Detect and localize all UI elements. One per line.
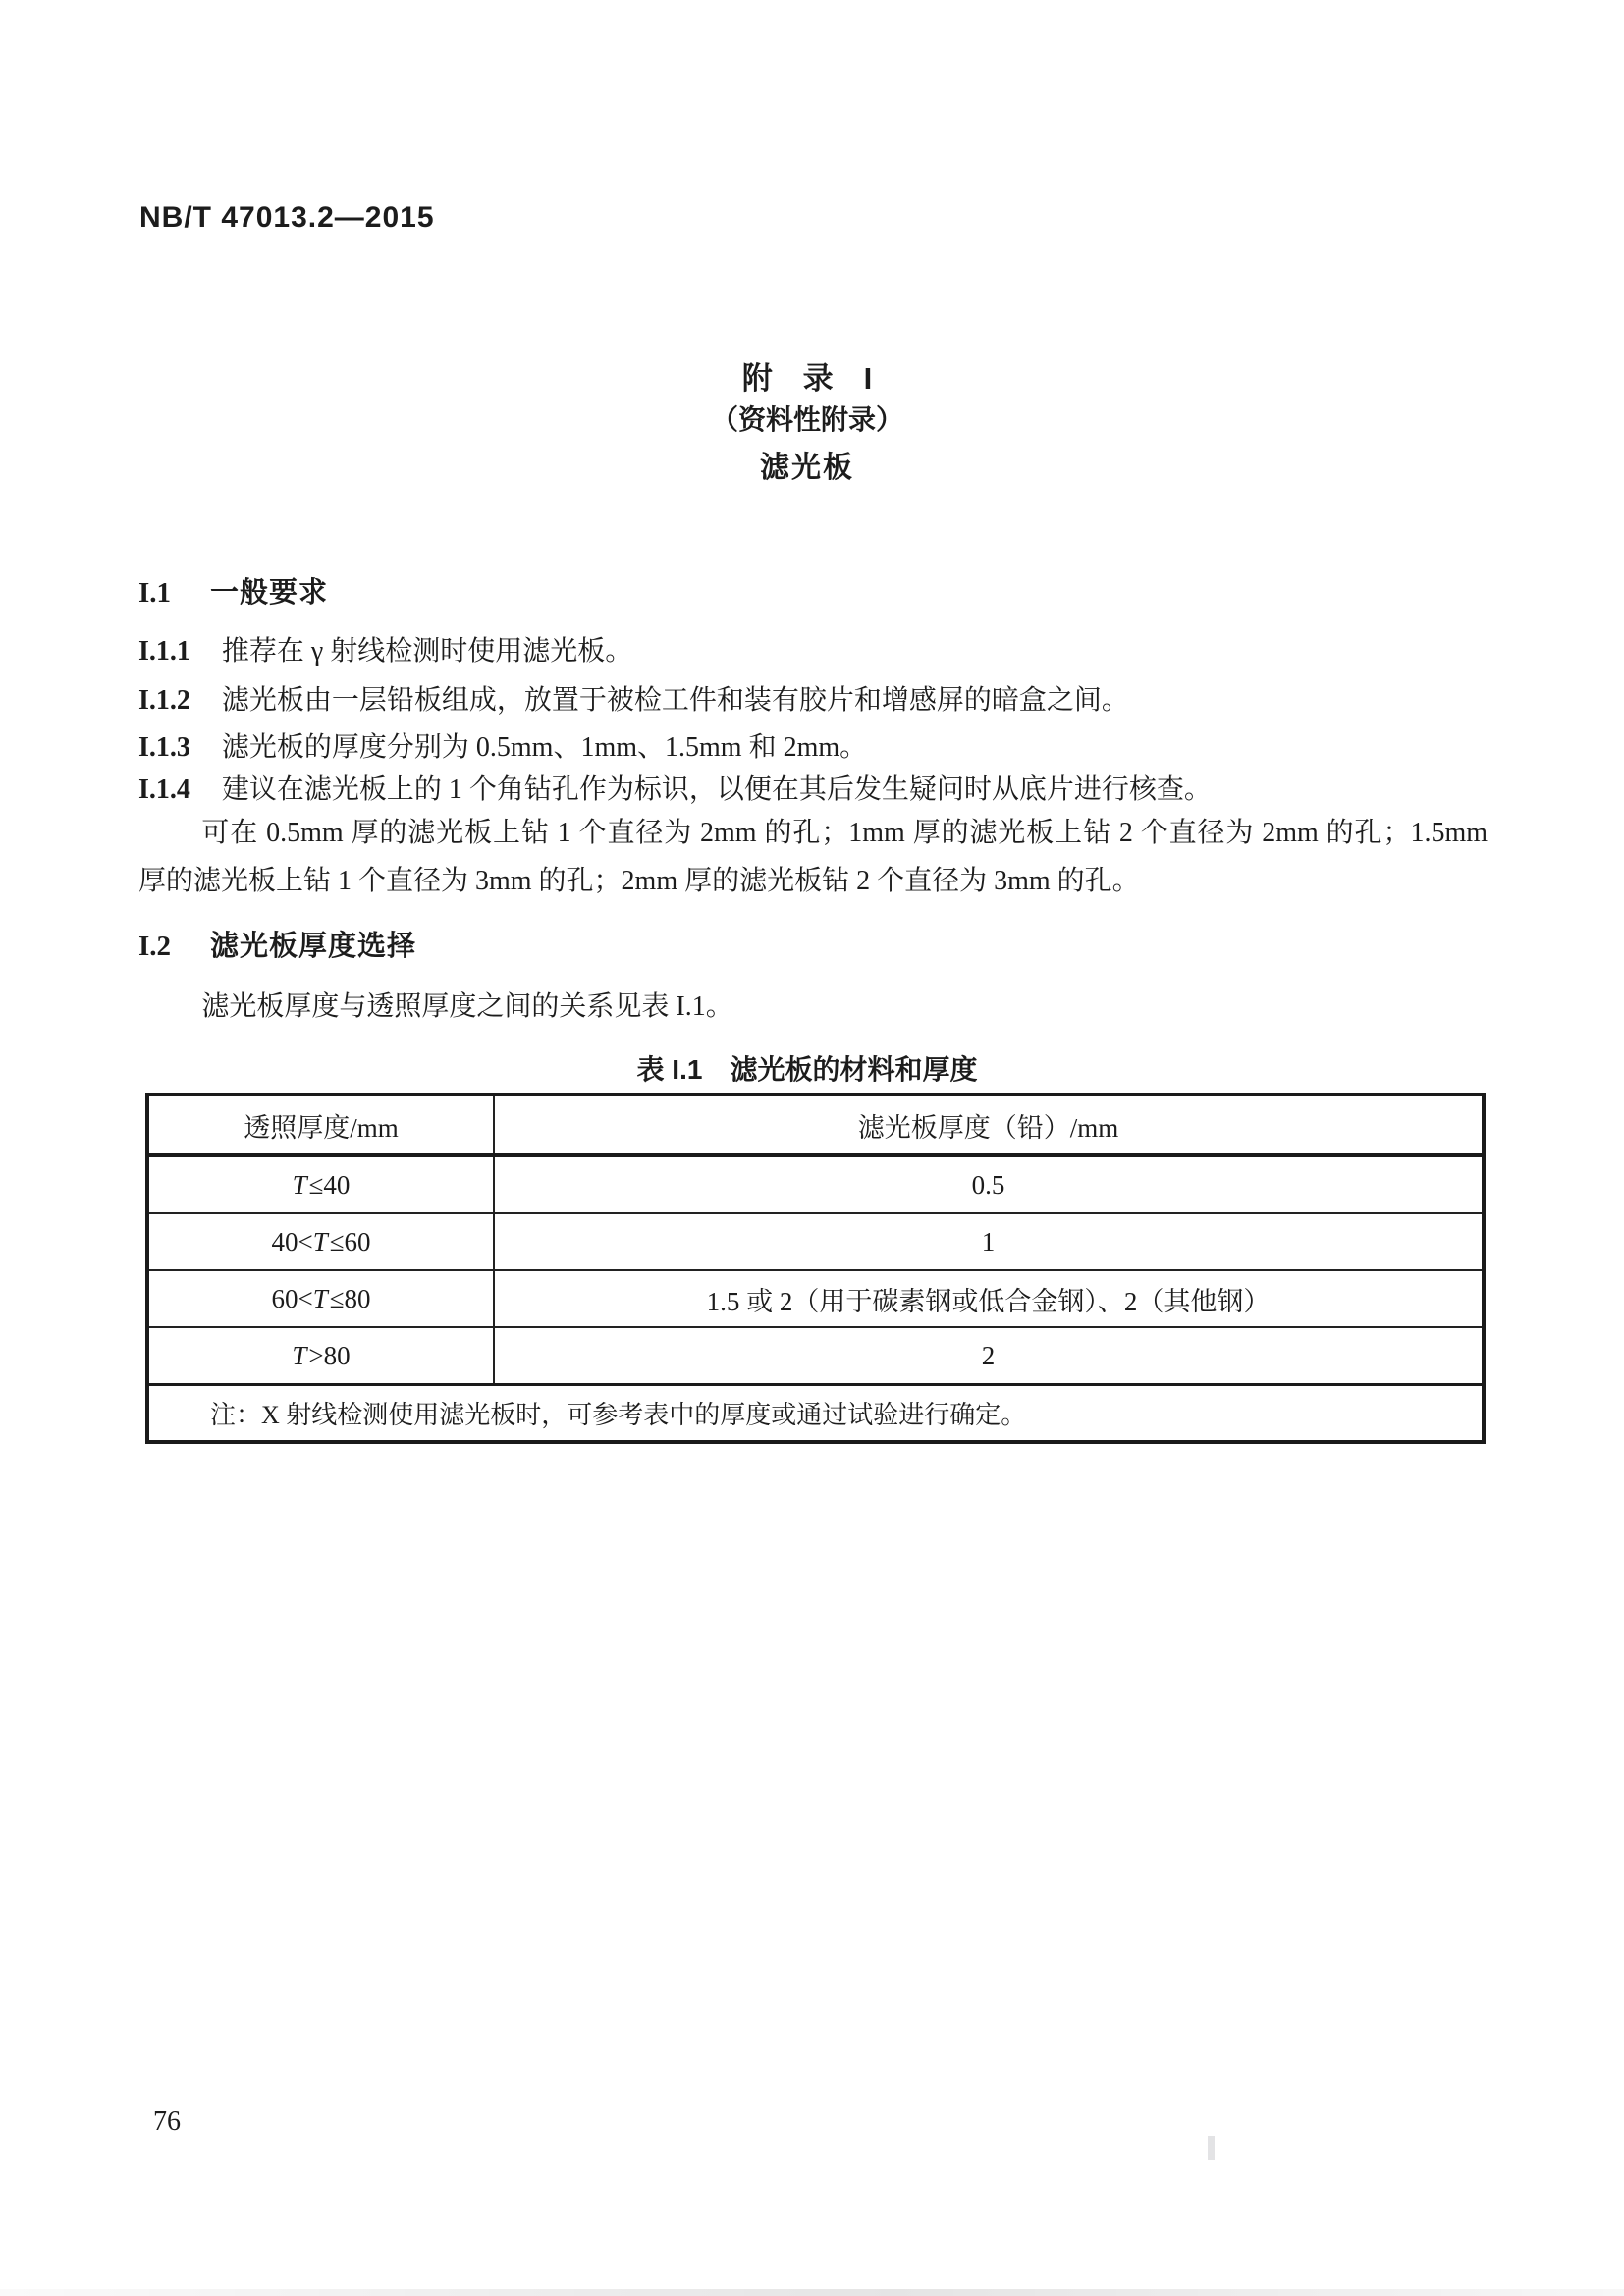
scan-artifact bbox=[1208, 2136, 1215, 2160]
clause-text: 滤光板由一层铅板组成，放置于被检工件和装有胶片和增感屏的暗盒之间。 bbox=[221, 685, 1129, 716]
clause-label: I.1.4 bbox=[138, 774, 190, 805]
clause-text: 滤光板的厚度分别为 0.5mm、1mm、1.5mm 和 2mm。 bbox=[221, 732, 868, 763]
clause-label: I.1.3 bbox=[138, 732, 190, 763]
section-label: I.2 bbox=[138, 931, 172, 962]
cell-thickness-range bbox=[147, 1327, 494, 1385]
page-number: 76 bbox=[153, 2107, 181, 2137]
cell-filter-thickness: 1.5 或 2（用于碳素钢或低合金钢）、2（其他钢） bbox=[494, 1270, 1484, 1327]
col-header-filter-thickness: 滤光板厚度（铅）/mm bbox=[494, 1095, 1484, 1155]
cell-filter-thickness: 1 bbox=[494, 1213, 1484, 1270]
range-prefix: 40< bbox=[271, 1226, 313, 1256]
range-condition: ≤60 bbox=[329, 1226, 371, 1256]
clause-i112 bbox=[138, 678, 1129, 718]
filter-plate-thickness-table bbox=[145, 1093, 1486, 1444]
paragraph-drill-detail: 可在 0.5mm 厚的滤光板上钻 1 个直径为 2mm 的孔；1mm 厚的滤光板上钻 2 个直径为 2mm 的孔；1.5mm 厚的滤光板上钻 1 个直径为 3mm 的孔；2mm 厚的滤光板钻 2 个直径为 3mm 的孔。 bbox=[138, 818, 1488, 896]
clause-text: 建议在滤光板上的 1 个角钻孔作为标识，以便在其后发生疑问时从底片进行核查。 bbox=[221, 774, 1212, 805]
section-label: I.1 bbox=[138, 577, 172, 609]
range-condition: ≤40 bbox=[308, 1169, 351, 1200]
table-header-row bbox=[147, 1095, 1484, 1155]
col-header-penetrated-thickness: 透照厚度/mm bbox=[147, 1095, 494, 1155]
cell-filter-thickness: 2 bbox=[494, 1327, 1484, 1385]
clause-i114 bbox=[138, 768, 1212, 807]
scan-edge-artifact bbox=[0, 2289, 1624, 2296]
table-note: 注：X 射线检测使用滤光板时，可参考表中的厚度或通过试验进行确定。 bbox=[147, 1385, 1484, 1443]
range-condition: ≤80 bbox=[329, 1283, 371, 1313]
section-title: 一般要求 bbox=[210, 577, 329, 609]
thickness-variable: T bbox=[292, 1340, 307, 1370]
cell-thickness-range bbox=[147, 1213, 494, 1270]
thickness-variable: T bbox=[292, 1169, 307, 1200]
section-title: 滤光板厚度选择 bbox=[210, 931, 417, 962]
table-row bbox=[147, 1213, 1484, 1270]
clause-text: 推荐在 γ 射线检测时使用滤光板。 bbox=[221, 636, 633, 667]
range-prefix: 60< bbox=[271, 1283, 313, 1313]
table-row bbox=[147, 1270, 1484, 1327]
annex-title: 附 录 I bbox=[741, 361, 873, 396]
section-heading-i2 bbox=[138, 924, 416, 964]
standard-number: NB/T 47013.2—2015 bbox=[139, 201, 435, 234]
clause-i113 bbox=[138, 725, 867, 765]
table-note-row bbox=[147, 1385, 1484, 1443]
clause-label: I.1.1 bbox=[138, 636, 190, 667]
annex-subtitle: （资料性附录） bbox=[710, 404, 903, 435]
cell-thickness-range bbox=[147, 1270, 494, 1327]
range-condition: >80 bbox=[308, 1340, 351, 1370]
paragraph-table-ref: 滤光板厚度与透照厚度之间的关系见表 I.1。 bbox=[201, 991, 733, 1022]
cell-thickness-range bbox=[147, 1155, 494, 1213]
cell-filter-thickness: 0.5 bbox=[494, 1155, 1484, 1213]
thickness-variable: T bbox=[312, 1283, 328, 1313]
table-row bbox=[147, 1327, 1484, 1385]
table-caption: 表 I.1 滤光板的材料和厚度 bbox=[636, 1054, 978, 1085]
table-row bbox=[147, 1155, 1484, 1213]
clause-i111 bbox=[138, 629, 632, 668]
clause-label: I.1.2 bbox=[138, 685, 190, 716]
annex-name: 滤光板 bbox=[760, 452, 854, 484]
thickness-variable: T bbox=[312, 1226, 328, 1256]
section-heading-i1 bbox=[138, 570, 328, 611]
